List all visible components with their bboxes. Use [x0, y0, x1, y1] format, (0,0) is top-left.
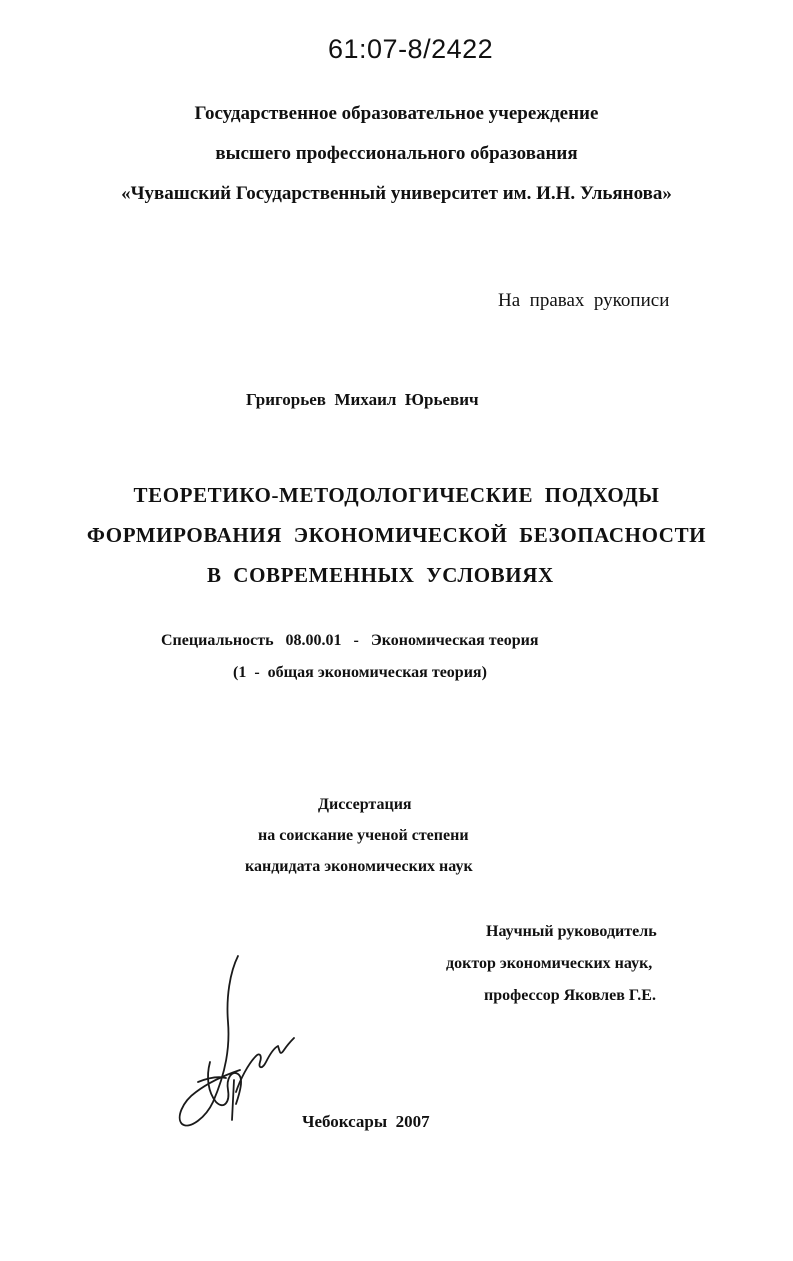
specialty-line: Специальность 08.00.01 - Экономическая теория — [161, 632, 539, 649]
supervisor-degree: доктор экономических наук, — [446, 955, 653, 972]
dissertation-label: Диссертация — [318, 796, 412, 813]
title-line-2: ФОРМИРОВАНИЯ ЭКОНОМИЧЕСКОЙ БЕЗОПАСНОСТИ — [86, 523, 707, 547]
place-year: Чебоксары 2007 — [302, 1112, 430, 1131]
archive-code: 61:07-8/2422 — [328, 34, 494, 64]
supervisor-label: Научный руководитель — [486, 923, 657, 940]
title-line-1: ТЕОРЕТИКО-МЕТОДОЛОГИЧЕСКИЕ ПОДХОДЫ — [133, 483, 660, 507]
institution-line-3: «Чувашский Государственный университет им. И.Н. Ульянова» — [121, 183, 672, 204]
specialty-subline: (1 - общая экономическая теория) — [233, 664, 487, 681]
author-name: Григорьев Михаил Юрьевич — [246, 390, 479, 409]
degree-field: кандидата экономических наук — [245, 858, 473, 875]
supervisor-name: профессор Яковлев Г.Е. — [484, 987, 656, 1004]
institution-line-1: Государственное образовательное учереждение — [194, 103, 599, 124]
institution-line-2: высшего профессионального образования — [215, 143, 578, 164]
rights-note: На правах рукописи — [498, 290, 670, 311]
title-line-3: В СОВРЕМЕННЫХ УСЛОВИЯХ — [207, 563, 554, 587]
degree-line: на соискание ученой степени — [258, 827, 469, 844]
handwritten-signature — [168, 952, 298, 1142]
